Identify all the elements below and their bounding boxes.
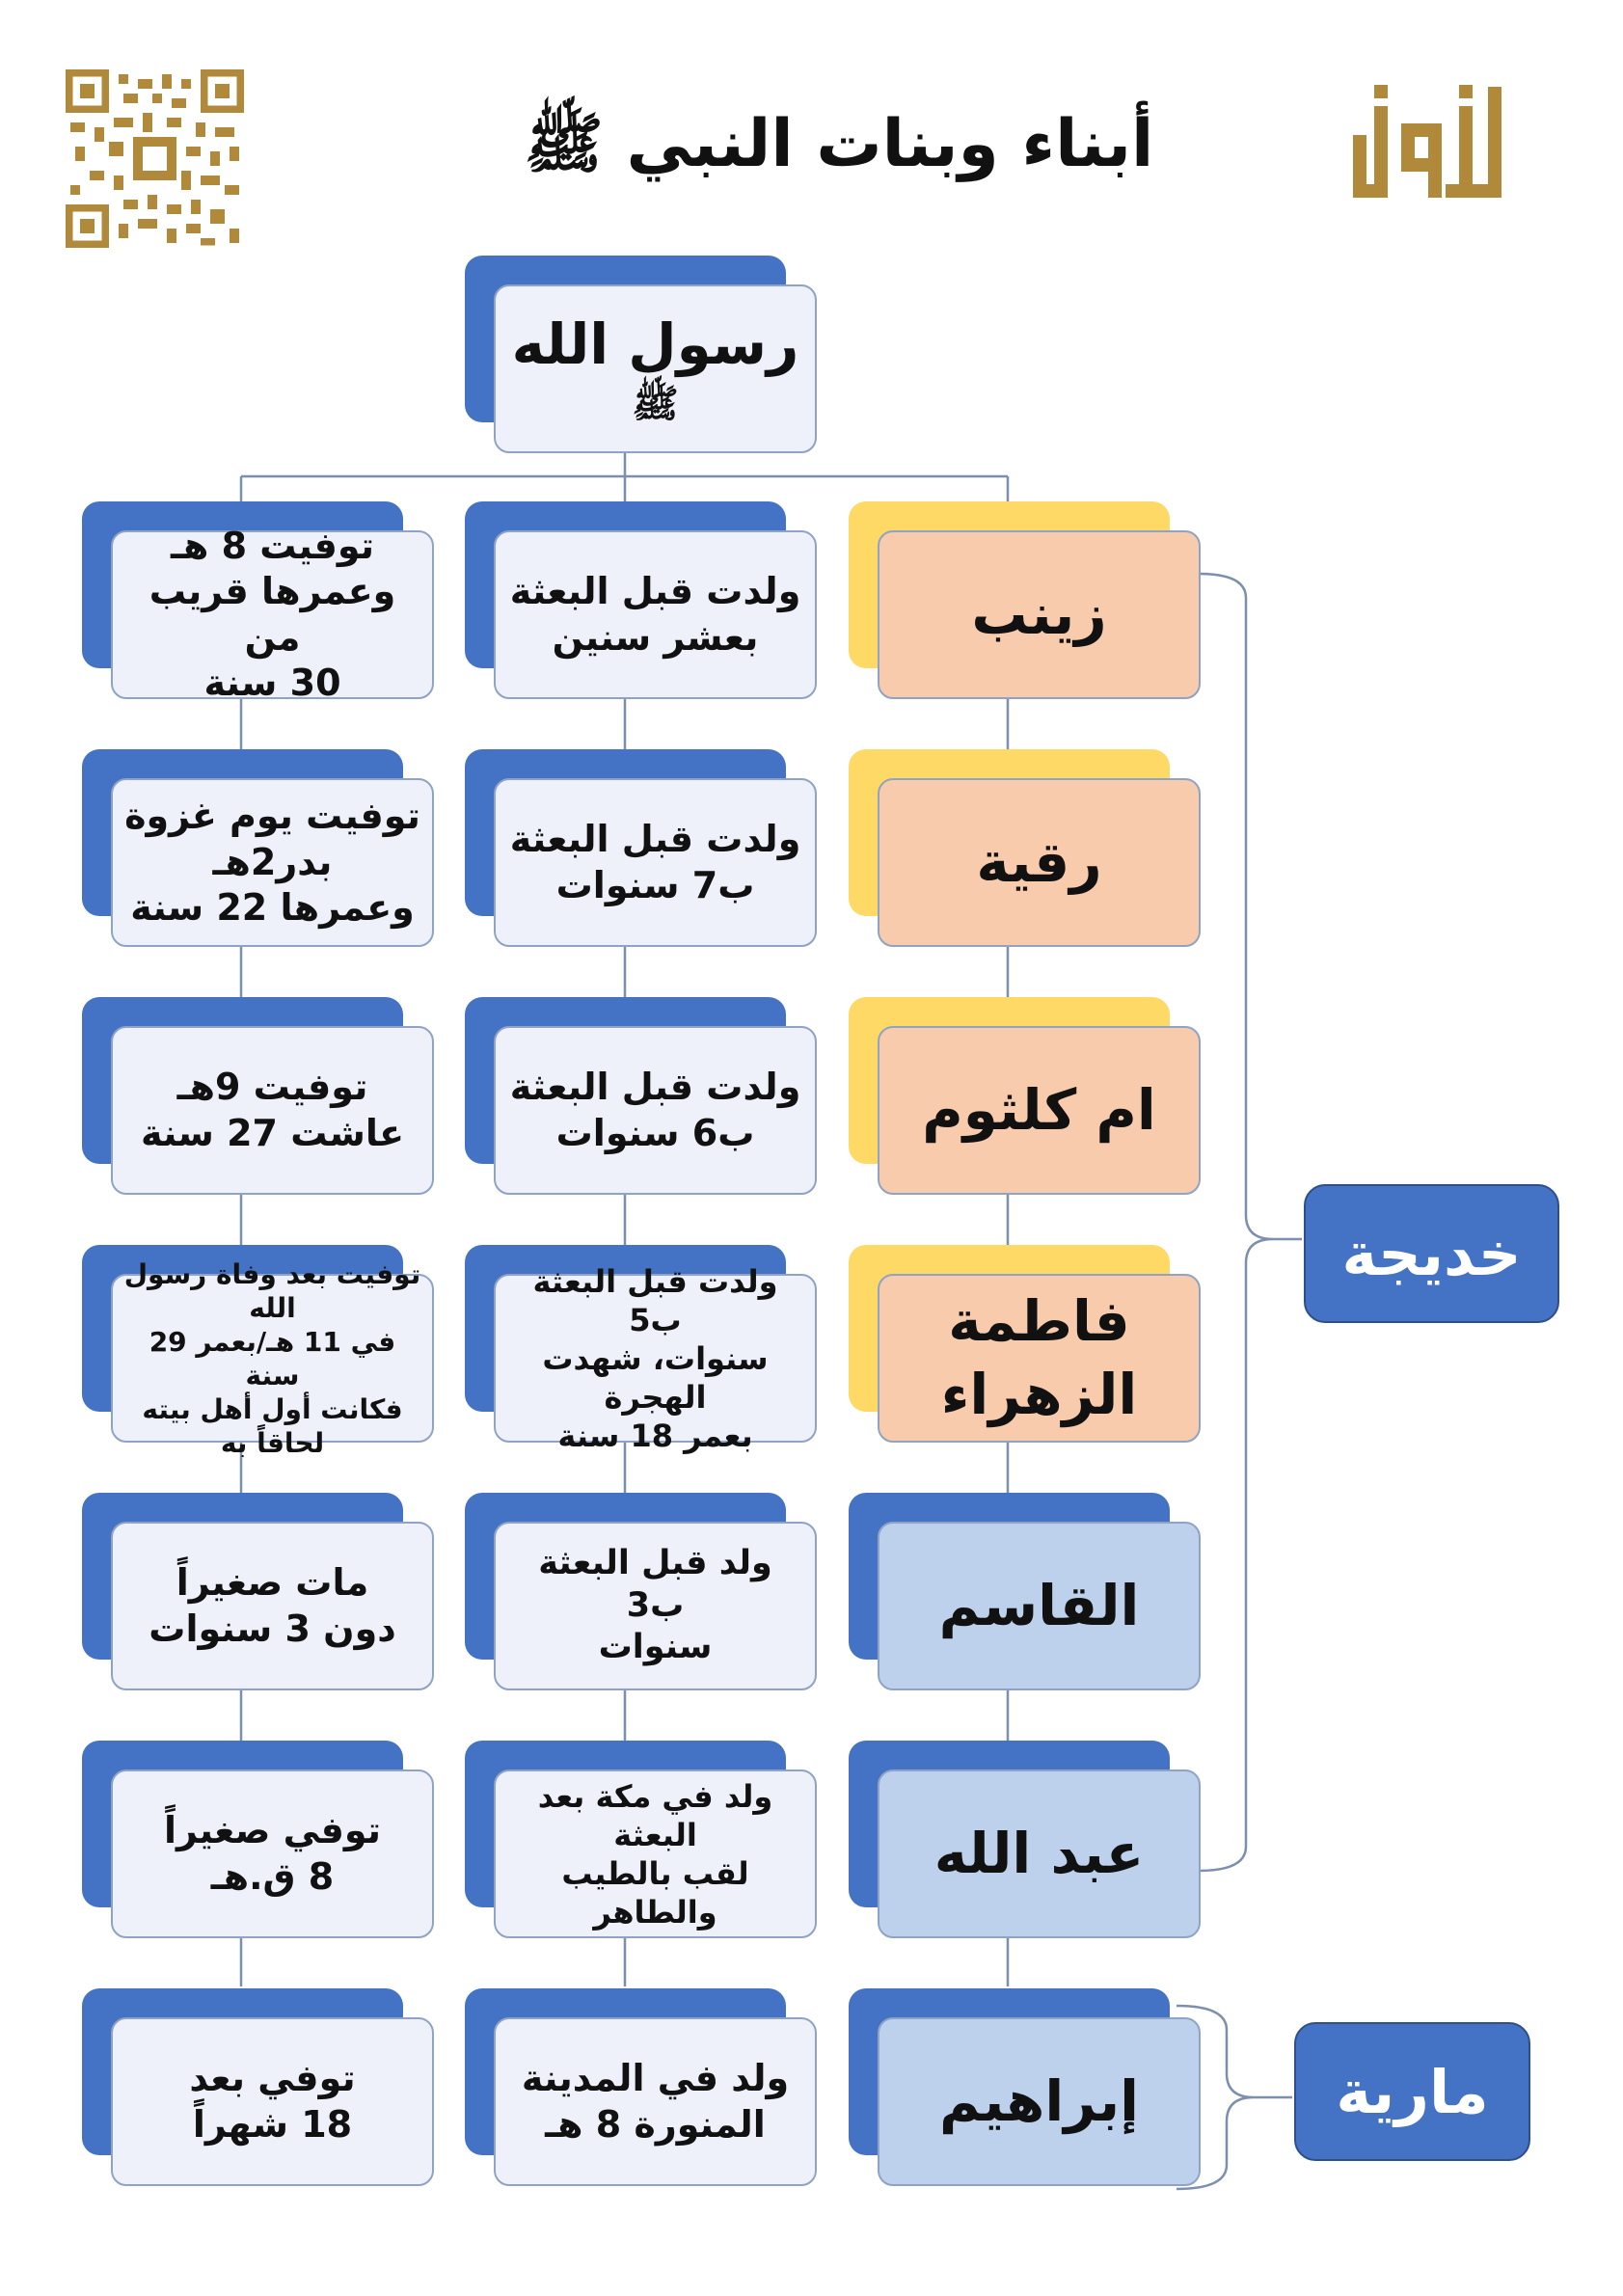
death-line: وعمرها قريب من xyxy=(149,570,396,659)
birth-info-node xyxy=(465,501,817,699)
birth-line: ب6 سنوات xyxy=(555,1111,755,1154)
birth-line: ولدت قبل البعثة xyxy=(509,818,801,860)
child-name: زينب xyxy=(971,581,1107,647)
death-line: 18 شهراً xyxy=(192,2102,353,2146)
child-name-node xyxy=(849,749,1201,947)
child-name: ام كلثوم xyxy=(922,1076,1156,1143)
death-line: فكانت أول أهل بيته لحاقاً به xyxy=(142,1392,403,1459)
child-name: القاسم xyxy=(938,1572,1140,1638)
death-line: توفي صغيراً xyxy=(164,1809,381,1851)
death-line: 8 ق.هـ xyxy=(210,1854,335,1898)
birth-line: ولدت قبل البعثة xyxy=(509,1066,801,1108)
death-line: دون 3 سنوات xyxy=(149,1607,396,1650)
death-line: توفيت 8 هـ xyxy=(171,524,374,567)
birth-info-node xyxy=(465,997,817,1195)
child-name-node xyxy=(849,1988,1201,2186)
death-line: 30 سنة xyxy=(203,662,341,704)
birth-line: بعمر 18 سنة xyxy=(557,1417,753,1454)
death-info-node xyxy=(82,1741,434,1938)
child-name: إبراهيم xyxy=(939,2067,1139,2134)
death-info-node xyxy=(82,749,434,947)
death-line: في 11 هـ/بعمر 29 سنة xyxy=(149,1325,396,1391)
child-name-node xyxy=(849,501,1201,699)
death-line: توفي بعد xyxy=(189,2057,356,2099)
death-info-node xyxy=(82,1493,434,1690)
birth-info-node xyxy=(465,1493,817,1690)
birth-line: لقب بالطيب والطاهر xyxy=(561,1854,749,1931)
death-line: عاشت 27 سنة xyxy=(140,1111,405,1154)
death-info-node xyxy=(82,997,434,1195)
birth-line: بعشر سنين xyxy=(552,615,759,659)
birth-line: ولدت قبل البعثة ب5 xyxy=(532,1262,778,1338)
birth-line: ولد في مكة بعد xyxy=(537,1777,773,1815)
child-name: فاطمة الزهراء xyxy=(940,1288,1138,1427)
birth-line: سنوات xyxy=(598,1628,713,1667)
birth-info-node xyxy=(465,1741,817,1938)
death-line: مات صغيراً xyxy=(176,1561,369,1604)
child-name-node xyxy=(849,1741,1201,1938)
death-line: توفيت يوم غزوة xyxy=(124,795,420,838)
child-name-node xyxy=(849,1493,1201,1690)
brand-logo-icon xyxy=(1345,77,1509,207)
birth-line: ولدت قبل البعثة xyxy=(509,570,801,612)
birth-line: البعثة xyxy=(613,1816,697,1853)
child-name: رقية xyxy=(976,828,1102,895)
mother-mariya: مارية xyxy=(1294,2022,1530,2161)
qr-code-icon xyxy=(66,69,244,248)
mother-khadija: خديجة xyxy=(1304,1184,1559,1323)
birth-info-node xyxy=(465,749,817,947)
peace-be-upon-him: ﷺ xyxy=(632,381,679,426)
death-line: بدر2هـ xyxy=(212,840,333,883)
death-info-node xyxy=(82,501,434,704)
death-line: توفيت بعد وفاة رسول الله xyxy=(123,1257,421,1324)
birth-line: ب7 سنوات xyxy=(555,863,755,906)
child-name: عبد الله xyxy=(933,1820,1145,1886)
child-name-node xyxy=(849,1245,1201,1443)
birth-line: ولد قبل البعثة ب3 xyxy=(538,1543,772,1625)
child-name-node xyxy=(849,997,1201,1195)
root-node xyxy=(465,256,817,453)
birth-line: ولد في المدينة xyxy=(521,2057,790,2099)
birth-line: سنوات، شهدت الهجرة xyxy=(542,1339,769,1416)
root-title: رسول الله xyxy=(511,311,799,378)
death-info-node xyxy=(82,1245,434,1459)
death-info-node xyxy=(82,1988,434,2186)
death-line: وعمرها 22 سنة xyxy=(130,886,415,930)
birth-info-node xyxy=(465,1245,817,1454)
page-title: أبناء وبنات النبي ﷺ xyxy=(524,106,1154,182)
death-line: توفيت 9هـ xyxy=(176,1066,368,1108)
birth-info-node xyxy=(465,1988,817,2186)
birth-line: المنورة 8 هـ xyxy=(545,2102,766,2146)
